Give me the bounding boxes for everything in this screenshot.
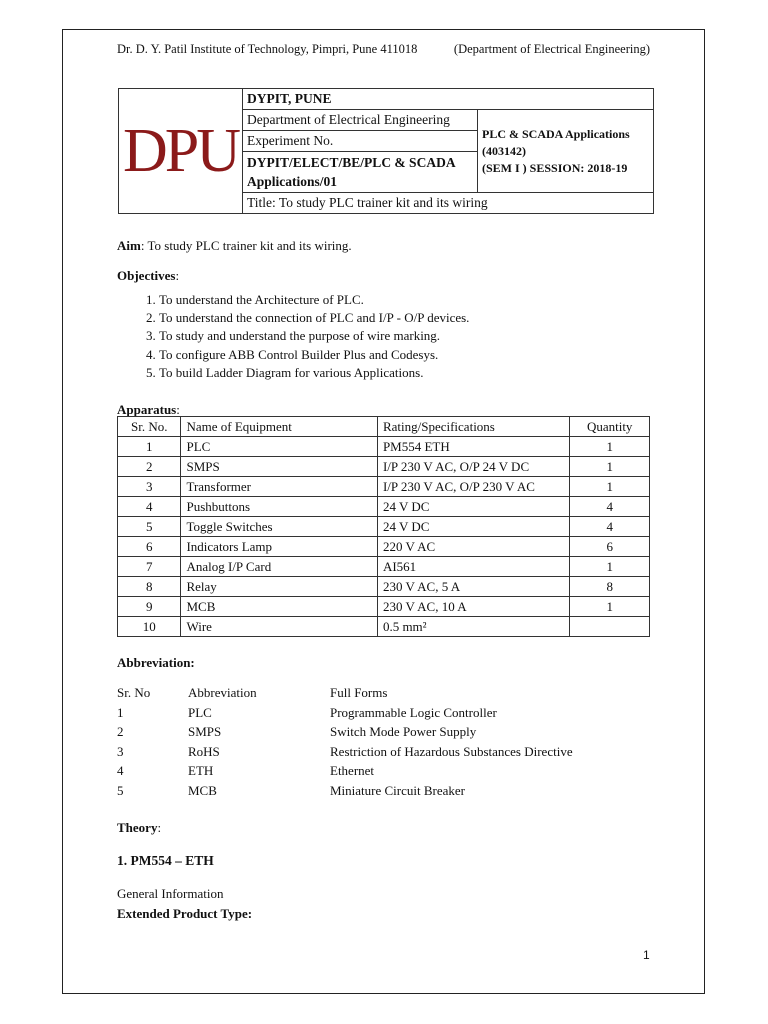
abbreviation-table	[117, 685, 630, 803]
objectives-label: Objectives	[117, 268, 176, 283]
table-cell: 24 V DC	[377, 517, 569, 537]
column-header: Rating/Specifications	[377, 417, 569, 437]
table-cell: 1	[570, 477, 650, 497]
course-name: PLC & SCADA Applications	[482, 126, 630, 141]
table-row	[117, 783, 630, 803]
table-row	[118, 437, 650, 457]
table-cell: Toggle Switches	[181, 517, 377, 537]
extended-product-type: Extended Product Type:	[117, 906, 253, 921]
apparatus-table	[117, 416, 650, 637]
column-header: Sr. No.	[118, 417, 181, 437]
experiment-label: Experiment No.	[243, 131, 478, 152]
page-number: 1	[643, 948, 650, 962]
table-cell: 2	[117, 724, 124, 740]
table-cell: 4	[570, 497, 650, 517]
table-cell: Miniature Circuit Breaker	[330, 782, 466, 798]
table-cell: PM554 ETH	[377, 437, 569, 457]
course-info	[478, 110, 654, 193]
logo-cell	[119, 89, 243, 214]
objective-item: 3. To study and understand the purpose of wire marking.	[159, 327, 659, 345]
table-row	[118, 477, 650, 497]
table-row	[118, 537, 650, 557]
table-cell: 7	[118, 557, 181, 577]
title-block	[118, 88, 654, 214]
table-cell: 4	[570, 517, 650, 537]
table-row	[118, 517, 650, 537]
table-cell: Programmable Logic Controller	[330, 704, 497, 720]
table-cell: 24 V DC	[377, 497, 569, 517]
table-cell: 5	[117, 782, 124, 798]
table-cell: 3	[118, 477, 181, 497]
aim-text: : To study PLC trainer kit and its wiring.	[140, 238, 352, 253]
table-row	[117, 744, 630, 764]
table-row	[118, 457, 650, 477]
theory-heading: Theory:	[117, 820, 162, 835]
apparatus-label: Apparatus	[117, 402, 177, 417]
table-cell: SMPS	[188, 724, 222, 740]
course-session: (SEM I ) SESSION: 2018-19	[482, 160, 628, 175]
column-header: Name of Equipment	[181, 417, 377, 437]
table-cell: 1	[117, 704, 124, 720]
table-cell: 3	[117, 743, 124, 759]
objective-item: 5. To build Ladder Diagram for various Applications.	[159, 364, 659, 382]
table-row	[118, 617, 650, 637]
aim-label: Aim	[117, 238, 141, 253]
table-cell: RoHS	[188, 743, 220, 759]
table-cell: MCB	[188, 782, 217, 798]
table-cell: 230 V AC, 10 A	[377, 597, 569, 617]
experiment-code: DYPIT/ELECT/BE/PLC & SCADA Applications/01	[243, 152, 478, 193]
table-row	[118, 577, 650, 597]
table-cell: MCB	[181, 597, 377, 617]
table-cell: 8	[570, 577, 650, 597]
table-cell	[570, 617, 650, 637]
table-cell: I/P 230 V AC, O/P 230 V AC	[377, 477, 569, 497]
table-row	[118, 557, 650, 577]
section-heading: 1. PM554 – ETH	[117, 853, 214, 868]
table-cell: Relay	[181, 577, 377, 597]
table-cell: 2	[118, 457, 181, 477]
objective-item: 1. To understand the Architecture of PLC.	[159, 291, 659, 309]
column-header: Abbreviation	[188, 685, 257, 700]
table-cell: 4	[117, 763, 124, 779]
table-cell: 230 V AC, 5 A	[377, 577, 569, 597]
course-code: (403142)	[482, 143, 526, 158]
table-cell: Pushbuttons	[181, 497, 377, 517]
table-cell: 8	[118, 577, 181, 597]
theory-label: Theory	[117, 820, 158, 835]
table-row	[118, 497, 650, 517]
table-cell: Wire	[181, 617, 377, 637]
institute-name: Dr. D. Y. Patil Institute of Technology, Pimpri, Pune 411018	[117, 42, 418, 56]
table-cell: PLC	[181, 437, 377, 457]
table-cell: Switch Mode Power Supply	[330, 724, 477, 740]
table-row	[117, 724, 630, 744]
table-cell: 10	[118, 617, 181, 637]
table-cell: 5	[118, 517, 181, 537]
objectives-heading: Objectives:	[117, 268, 180, 283]
column-header: Sr. No	[117, 685, 151, 700]
objectives-list	[117, 291, 659, 382]
table-cell: 1	[570, 457, 650, 477]
objective-item: 4. To configure ABB Control Builder Plus and Codesys.	[159, 346, 659, 364]
column-header: Quantity	[570, 417, 650, 437]
table-cell: 1	[570, 437, 650, 457]
table-row	[117, 763, 630, 783]
table-row	[117, 705, 630, 725]
aim-line	[117, 238, 352, 254]
table-cell: 1	[570, 597, 650, 617]
dept-name: Department of Electrical Engineering	[243, 110, 478, 131]
table-cell: Indicators Lamp	[181, 537, 377, 557]
table-cell: I/P 230 V AC, O/P 24 V DC	[377, 457, 569, 477]
table-cell: Ethernet	[330, 763, 375, 779]
apparatus-heading: Apparatus:	[117, 402, 180, 417]
table-cell: Analog I/P Card	[181, 557, 377, 577]
general-information: General Information	[117, 886, 224, 901]
column-header: Full Forms	[330, 685, 388, 700]
table-row	[118, 597, 650, 617]
table-cell: 0.5 mm²	[377, 617, 569, 637]
dpu-logo: DPU	[123, 117, 239, 185]
department-name: (Department of Electrical Engineering)	[453, 42, 650, 56]
table-cell: 4	[118, 497, 181, 517]
table-cell: AI561	[377, 557, 569, 577]
table-cell: SMPS	[181, 457, 377, 477]
abbreviation-heading: Abbreviation:	[117, 655, 195, 670]
table-header-row	[117, 685, 630, 705]
table-header-row	[118, 417, 650, 437]
table-cell: 1	[570, 557, 650, 577]
table-cell: 1	[118, 437, 181, 457]
experiment-title: Title: To study PLC trainer kit and its wiring	[243, 193, 654, 214]
org-name: DYPIT, PUNE	[243, 89, 654, 110]
table-cell: 6	[570, 537, 650, 557]
table-cell: Restriction of Hazardous Substances Directive	[330, 743, 573, 759]
table-cell: 9	[118, 597, 181, 617]
table-cell: 6	[118, 537, 181, 557]
table-cell: PLC	[188, 704, 212, 720]
objective-item: 2. To understand the connection of PLC and I/P - O/P devices.	[159, 309, 659, 327]
table-cell: Transformer	[181, 477, 377, 497]
table-cell: 220 V AC	[377, 537, 569, 557]
table-cell: ETH	[188, 763, 214, 779]
